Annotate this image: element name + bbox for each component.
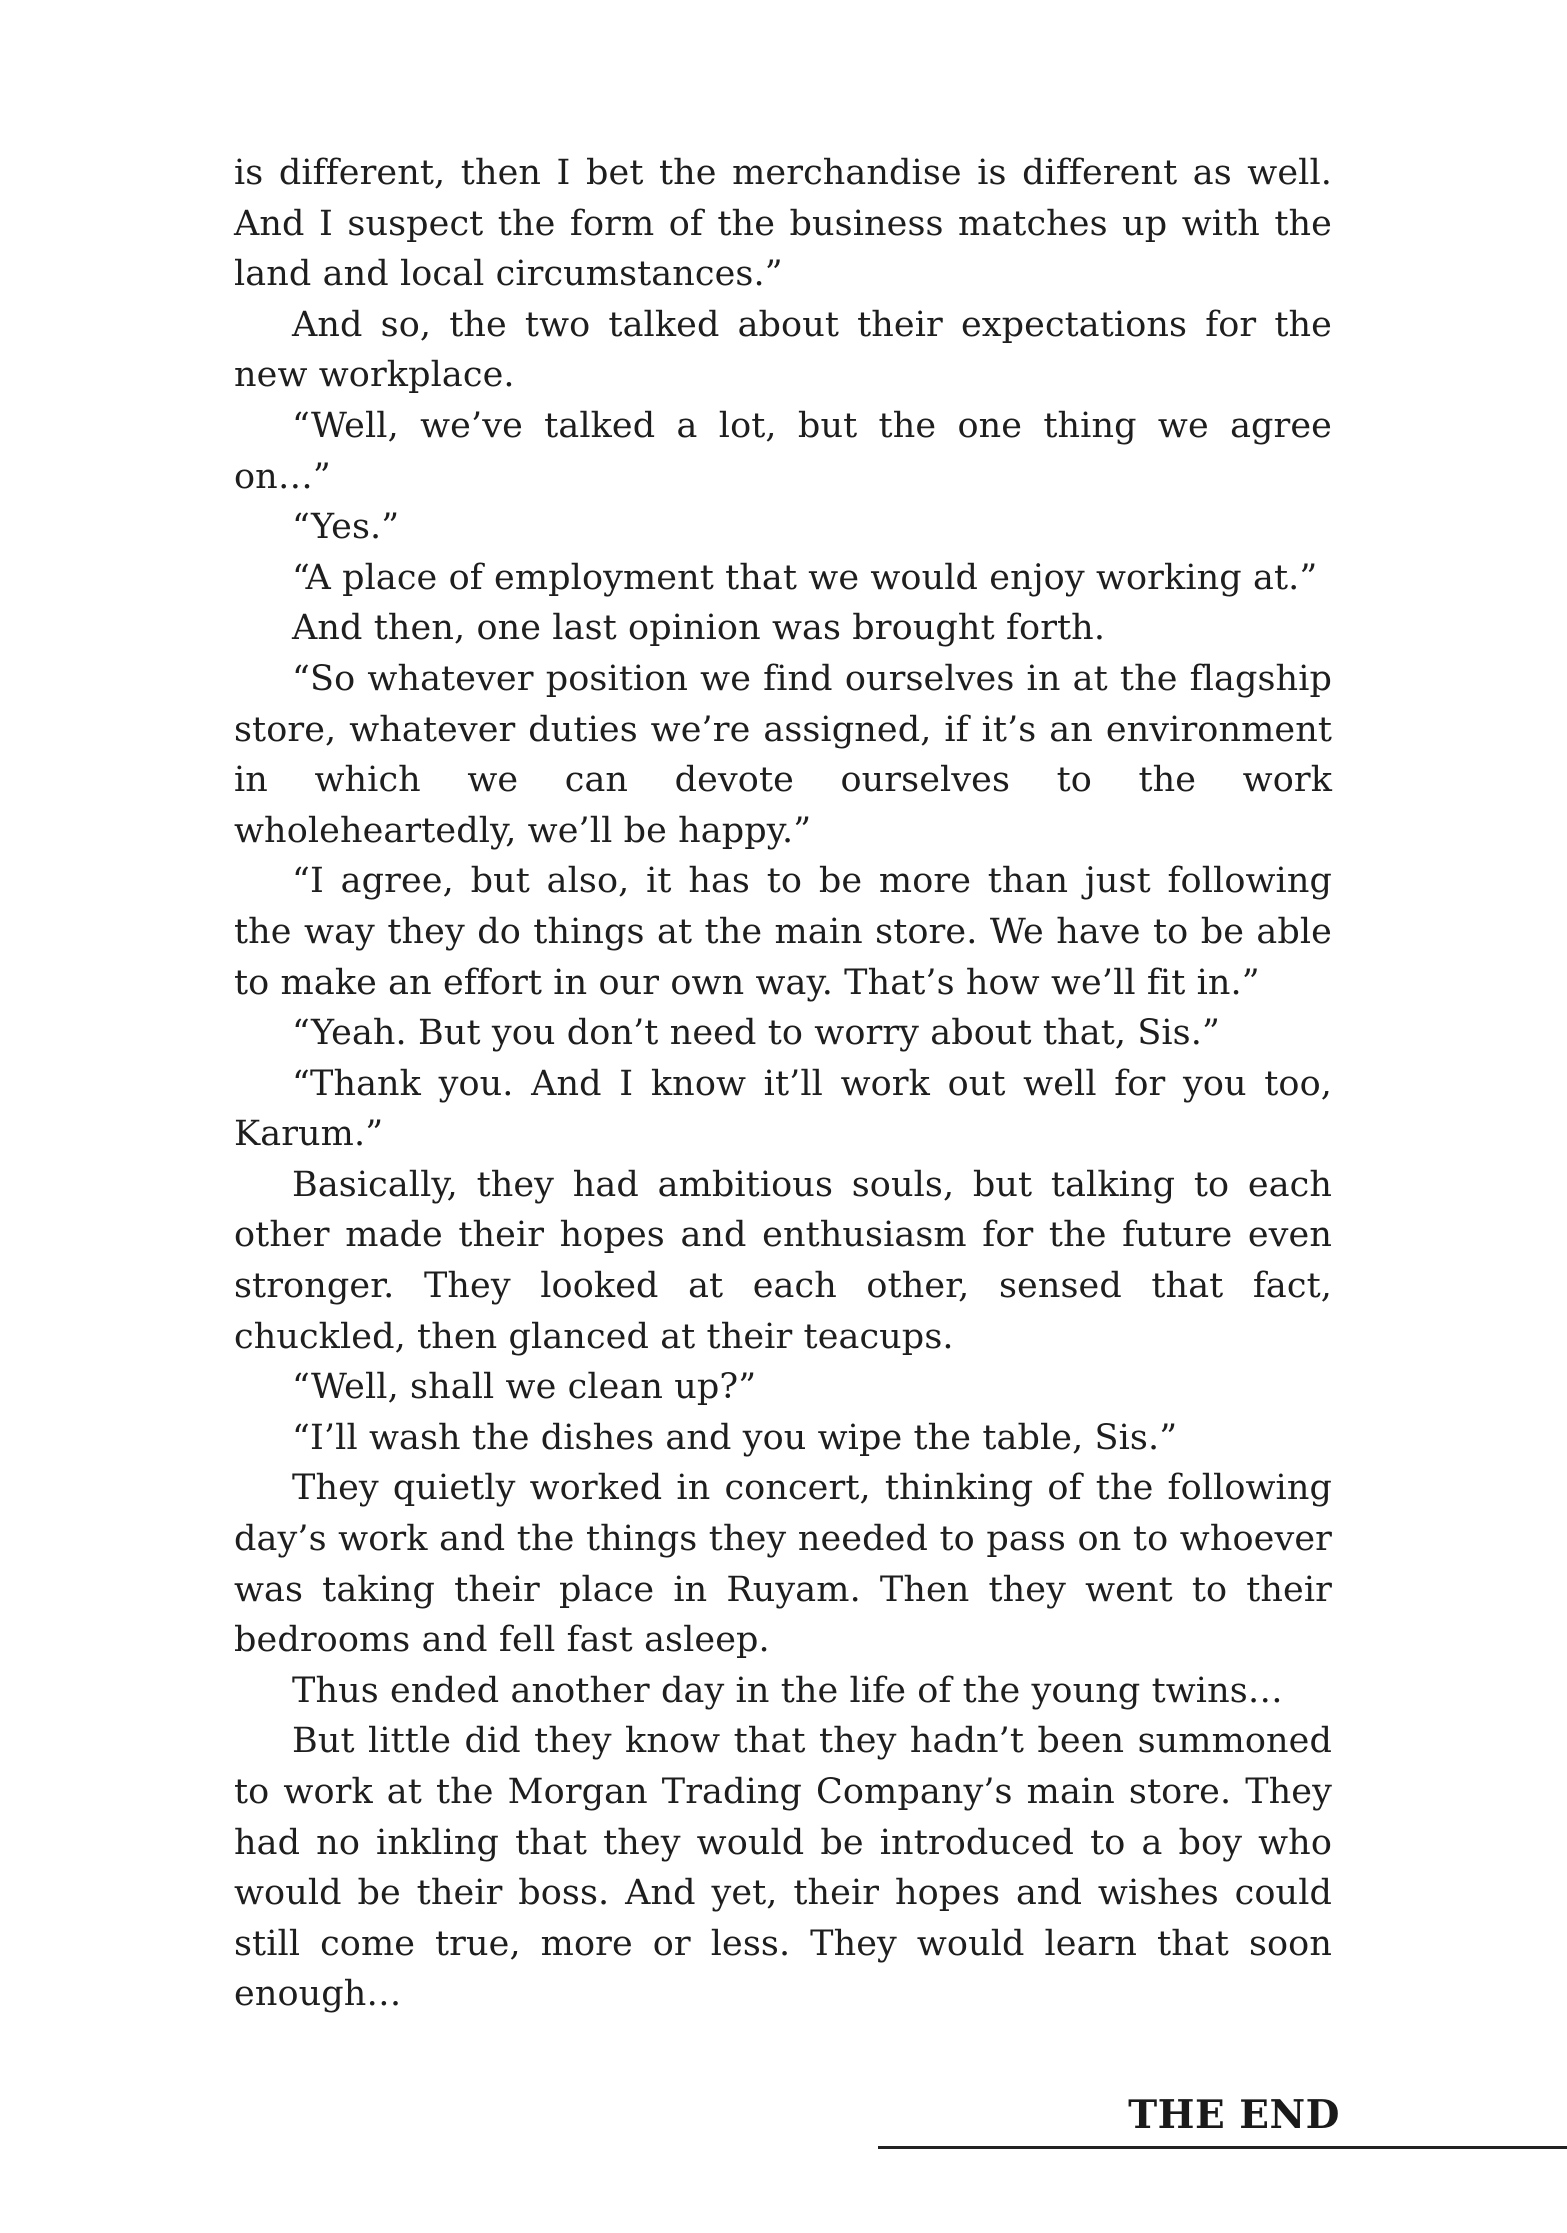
- paragraph: “Thank you. And I know it’ll work out well for you too, Karum.”: [234, 1063, 1332, 1155]
- paragraph: “I agree, but also, it has to be more than just following the way they do things at the main store. We have to be able to make an effort in our own way. That’s how we’ll fit in.”: [234, 861, 1332, 1003]
- paragraph: “Well, we’ve talked a lot, but the one thing we agree on…”: [234, 405, 1332, 497]
- end-divider-line: [878, 2146, 1567, 2149]
- paragraph: And so, the two talked about their expectations for the new workplace.: [234, 304, 1332, 396]
- paragraph: Basically, they had ambitious souls, but talking to each other made their hopes and enthusiasm for the future even stronger. They looked at each other, sensed that fact, chuckled, then glanced at their teacups.: [234, 1164, 1332, 1357]
- paragraph: They quietly worked in concert, thinking of the following day’s work and the things they needed to pass on to whoever was taking their place in Ruyam. Then they went to their bedrooms and fell fast asleep.: [234, 1468, 1332, 1661]
- paragraph: “So whatever position we find ourselves in at the flagship store, whatever duties we’re assigned, if it’s an environment in which we can devote ourselves to the work wholeheartedly, we’ll be happy.”: [234, 658, 1332, 851]
- paragraph: “Well, shall we clean up?”: [292, 1367, 757, 1408]
- the-end-heading: THE END: [1128, 2092, 1340, 2138]
- paragraph: “Yeah. But you don’t need to worry about that, Sis.”: [292, 1013, 1220, 1054]
- paragraph: “A place of employment that we would enjoy working at.”: [292, 557, 1318, 598]
- paragraph: But little did they know that they hadn’t been summoned to work at the Morgan Trading Company’s main store. They had no inkling that they would be introduced to a boy who would be their boss. And yet, their hopes and wishes could still come true, more or less. They would learn that soon enough…: [234, 1721, 1332, 2015]
- paragraph: “Yes.”: [292, 507, 400, 548]
- paragraph: And then, one last opinion was brought forth.: [292, 608, 1106, 649]
- paragraph: is different, then I bet the merchandise is different as well. And I suspect the form of the business matches up with the land and local circumstances.”: [234, 153, 1332, 295]
- paragraph: “I’ll wash the dishes and you wipe the table, Sis.”: [292, 1417, 1178, 1458]
- body-text: [234, 148, 1332, 2020]
- paragraph: Thus ended another day in the life of the young twins…: [292, 1670, 1283, 1711]
